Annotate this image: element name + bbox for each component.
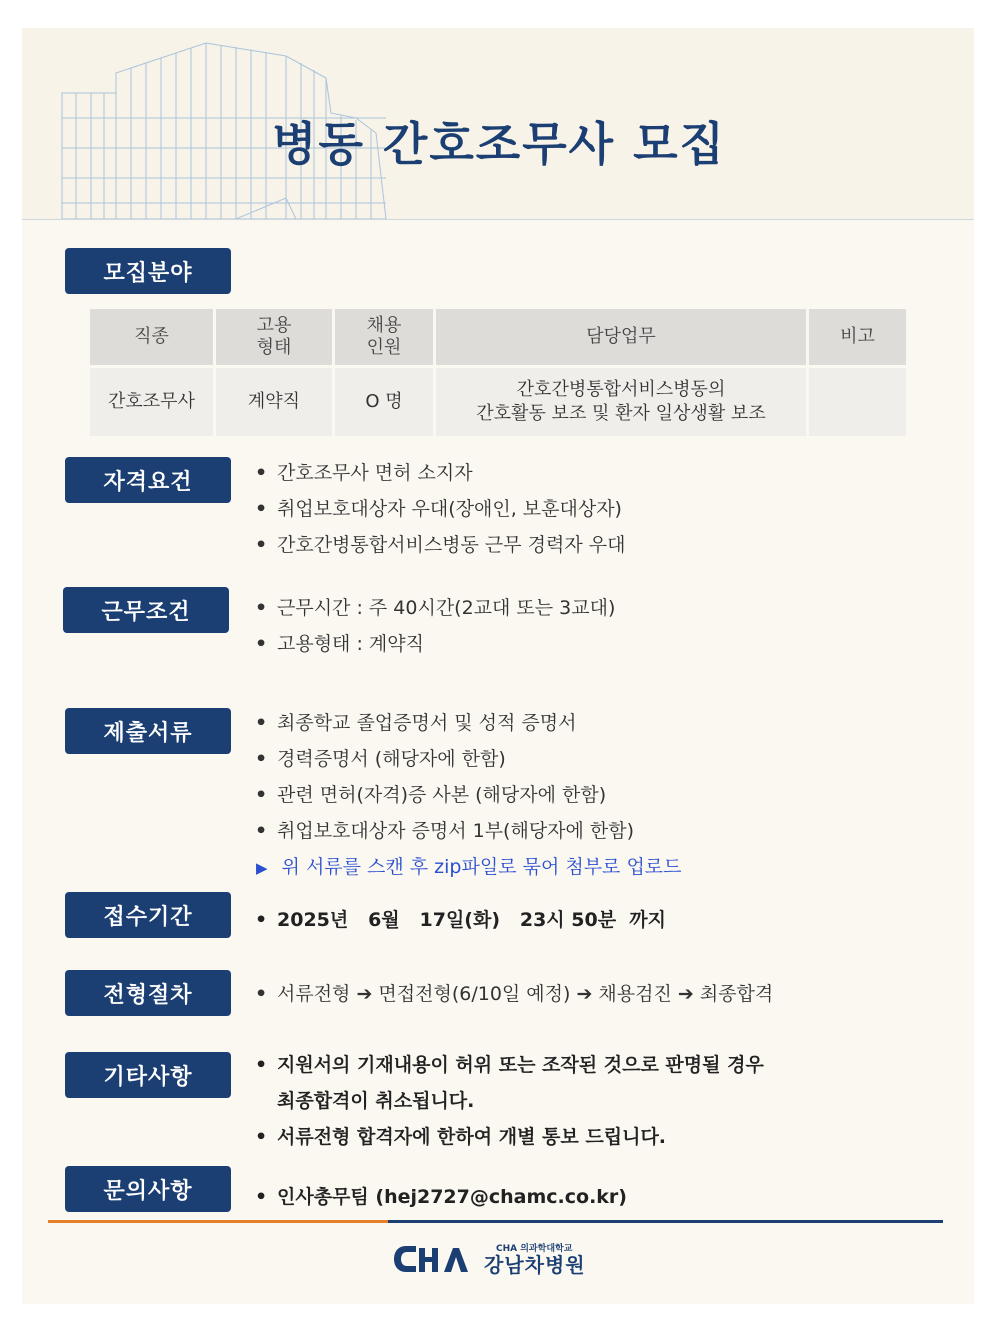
section-label-other: 기타사항	[65, 1052, 231, 1098]
cell-duties: 간호간병통합서비스병동의 간호활동 보조 및 환자 일상생활 보조	[436, 365, 806, 436]
list-item: • 경력증명서 (해당자에 한함)	[255, 741, 634, 777]
hospital-name: 강남차병원	[484, 1253, 586, 1277]
list-item: • 인사총무팀 (hej2727@chamc.co.kr)	[255, 1179, 627, 1215]
logo-subtext: CHA 의과학대학교	[496, 1244, 573, 1254]
section-label-qualifications: 자격요건	[65, 457, 231, 503]
list-item: • 취업보호대상자 우대(장애인, 보훈대상자)	[255, 491, 626, 527]
list-item: • 서류전형 합격자에 한하여 개별 통보 드립니다.	[255, 1119, 764, 1155]
cell-job: 간호조무사	[90, 365, 213, 436]
cell-employment: 계약직	[216, 365, 332, 436]
table-header-hires: 채용 인원	[335, 309, 433, 365]
period-list	[255, 902, 666, 938]
table-row	[90, 365, 906, 436]
list-item-continuation: 최종합격이 취소됩니다.	[277, 1090, 475, 1112]
qualifications-list	[255, 455, 626, 563]
play-arrow-icon: ▶	[256, 859, 268, 877]
table-header-employment: 고용 형태	[216, 309, 332, 365]
table-header-job: 직종	[90, 309, 213, 365]
list-item: • 취업보호대상자 증명서 1부(해당자에 한함)	[255, 813, 634, 849]
process-list	[255, 976, 773, 1012]
documents-list	[255, 705, 634, 849]
list-item: • 간호조무사 면허 소지자	[255, 455, 626, 491]
cell-hires: O 명	[335, 365, 433, 436]
conditions-list	[255, 590, 615, 662]
list-item: • 2025년 6월 17일(화) 23시 50분 까지	[255, 902, 666, 938]
list-item: • 최종학교 졸업증명서 및 성적 증명서	[255, 705, 634, 741]
page-title: 병동 간호조무사 모집	[272, 117, 726, 171]
section-label-conditions: 근무조건	[63, 587, 229, 633]
contact-list	[255, 1179, 627, 1215]
section-label-documents: 제출서류	[65, 708, 231, 754]
list-item: • 간호간병통합서비스병동 근무 경력자 우대	[255, 527, 626, 563]
table-header-remarks: 비고	[809, 309, 906, 365]
section-label-contact: 문의사항	[65, 1166, 231, 1212]
other-list	[255, 1047, 764, 1155]
list-item: • 서류전형 ➔ 면접전형(6/10일 예정) ➔ 채용검진 ➔ 최종합격	[255, 976, 773, 1012]
section-label-process: 전형절차	[65, 970, 231, 1016]
list-item: • 지원서의 기재내용이 허위 또는 조작된 것으로 판명될 경우	[255, 1047, 764, 1083]
table-header-row	[90, 309, 906, 365]
list-item: • 관련 면허(자격)증 사본 (해당자에 한함)	[255, 777, 634, 813]
recruit-table	[87, 309, 909, 436]
footer-line-orange	[48, 1220, 388, 1223]
table-header-duties: 담당업무	[436, 309, 806, 365]
section-label-recruit-field: 모집분야	[65, 248, 231, 294]
list-item: • 근무시간 : 주 40시간(2교대 또는 3교대)	[255, 590, 615, 626]
cell-remarks	[809, 365, 906, 436]
section-label-period: 접수기간	[65, 892, 231, 938]
footer-line-navy	[388, 1220, 943, 1223]
documents-note: ▶ 위 서류를 스캔 후 zip파일로 묶어 첨부로 업로드	[256, 856, 682, 878]
list-item: • 고용형태 : 계약직	[255, 626, 615, 662]
